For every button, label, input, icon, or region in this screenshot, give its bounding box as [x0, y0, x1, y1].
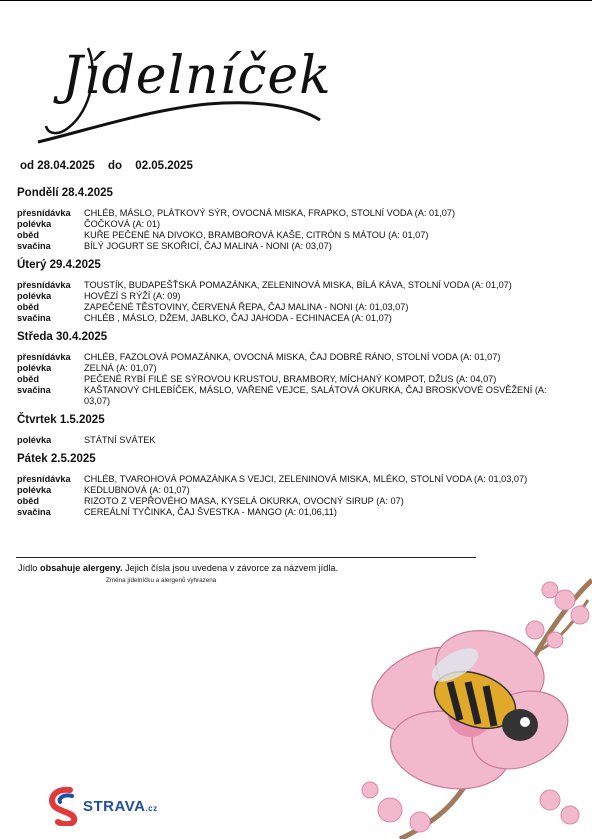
meal-dish: PEČENÉ RYBÍ FILÉ SE SÝROVOU KRUSTOU, BRAMBORY, MÍCHANÝ KOMPOT, DŽUS (A: 04,07)	[84, 374, 497, 384]
meal-dish: HOVĚZÍ S RÝŽÍ (A: 09)	[84, 291, 181, 301]
meal-label: oběd	[17, 302, 39, 312]
meal-row	[17, 230, 547, 241]
meal-row	[17, 435, 547, 446]
meal-row	[17, 219, 547, 230]
meal-row	[17, 474, 547, 485]
range-from: 28.04.2025	[37, 160, 95, 172]
meal-label: polévka	[17, 485, 52, 495]
meal-dish: CEREÁLNÍ TYČINKA, ČAJ ŠVESTKA - MANGO (A: 01,06,11)	[84, 507, 337, 517]
allergen-note-bold: obsahuje alergeny.	[39, 563, 123, 573]
logo-name: STRAVA	[83, 798, 146, 815]
day-title: Pátek 2.5.2025	[17, 453, 96, 465]
meal-label: přesnídávka	[17, 474, 71, 484]
strava-logo-icon	[46, 786, 80, 826]
day-title: Pondělí 28.4.2025	[17, 187, 113, 199]
menu	[17, 186, 547, 524]
strava-logo[interactable]	[46, 786, 156, 826]
day-wednesday	[17, 330, 547, 407]
meal-row	[17, 485, 547, 496]
change-note: Změna jídelníčku a alergenů vyhrazena	[106, 577, 217, 584]
allergen-note	[18, 563, 338, 573]
strava-logo-text	[83, 798, 158, 815]
meal-dish: KEDLUBNOVÁ (A: 01,07)	[84, 485, 190, 495]
meal-dish: CHLÉB, MÁSLO, PLÁTKOVÝ SÝR, OVOCNÁ MISKA, FRAPKO, STOLNÍ VODA (A: 01,07)	[84, 208, 456, 218]
day-monday	[17, 186, 547, 252]
meal-label: polévka	[17, 219, 52, 229]
flower-bee-icon	[360, 560, 592, 839]
meal-label: svačina	[17, 385, 51, 395]
range-to: 02.05.2025	[135, 160, 193, 172]
footer-divider	[16, 557, 476, 558]
meal-dish: CHLÉB, TVAROHOVÁ POMAZÁNKA S VEJCI, ZELENINOVÁ MISKA, MLÉKO, STOLNÍ VODA (A: 01,03,07)	[84, 474, 528, 484]
meal-label: přesnídávka	[17, 352, 71, 362]
meal-row	[17, 374, 547, 385]
meal-dish: CHLÉB , MÁSLO, DŽEM, JABLKO, ČAJ JAHODA - ECHINACEA (A: 01,07)	[84, 313, 392, 323]
meal-dish: BÍLÝ JOGURT SE SKOŘICÍ, ČAJ MALINA - NONI (A: 03,07)	[84, 241, 332, 251]
meal-label: svačina	[17, 507, 51, 517]
meal-dish: ZELNÁ (A: 01,07)	[84, 363, 157, 373]
day-thursday	[17, 413, 547, 446]
meal-dish: KAŠTANOVÝ CHLEBÍČEK, MÁSLO, VAŘENÉ VEJCE, SALÁTOVÁ OKURKA, ČAJ BROSKVOVÉ OSVĚŽENÍ (A: 03,07)	[84, 385, 547, 406]
meal-row	[17, 291, 547, 302]
meal-dish: ČOČKOVÁ (A: 01)	[84, 219, 161, 229]
meal-row	[17, 302, 547, 313]
meal-row	[17, 208, 547, 219]
meal-row	[17, 363, 547, 374]
meal-label: svačina	[17, 313, 51, 323]
range-from-label: od	[20, 160, 35, 172]
top-border	[0, 0, 592, 1]
meal-row	[17, 280, 547, 291]
allergen-note-post: Jejich čísla jsou uvedena v závorce za názvem jídla.	[122, 563, 339, 573]
meal-label: oběd	[17, 230, 39, 240]
meal-row	[17, 385, 547, 407]
allergen-note-pre: Jídlo	[18, 563, 40, 573]
logo-suffix: .cz	[145, 804, 158, 813]
meal-row	[17, 241, 547, 252]
range-to-label: do	[108, 160, 123, 172]
meal-dish: TOUSTÍK, BUDAPEŠŤSKÁ POMAZÁNKA, ZELENINOVÁ MISKA, BÍLÁ KÁVA, STOLNÍ VODA (A: 01,07)	[84, 280, 512, 290]
date-range	[20, 160, 193, 172]
meal-label: polévka	[17, 435, 52, 445]
meal-row	[17, 507, 547, 518]
meal-label: oběd	[17, 374, 39, 384]
meal-row	[17, 352, 547, 363]
meal-dish: ZAPEČENÉ TĚSTOVINY, ČERVENÁ ŘEPA, ČAJ MALINA - NONI (A: 01,03,07)	[84, 302, 409, 312]
meal-label: polévka	[17, 363, 52, 373]
meal-label: přesnídávka	[17, 208, 71, 218]
meal-label: polévka	[17, 291, 52, 301]
day-title: Čtvrtek 1.5.2025	[17, 414, 105, 426]
meal-dish: RIZOTO Z VEPŘOVÉHO MASA, KYSELÁ OKURKA, OVOCNÝ SIRUP (A: 07)	[84, 496, 404, 506]
day-tuesday	[17, 258, 547, 324]
page-title: Jídelníček	[62, 46, 332, 106]
meal-row	[17, 496, 547, 507]
day-friday	[17, 452, 547, 518]
day-title: Úterý 29.4.2025	[17, 259, 101, 271]
meal-row	[17, 313, 547, 324]
meal-dish: CHLÉB, FAZOLOVÁ POMAZÁNKA, OVOCNÁ MISKA, ČAJ DOBRÉ RÁNO, STOLNÍ VODA (A: 01,07)	[84, 352, 501, 362]
day-title: Středa 30.4.2025	[17, 331, 108, 343]
meal-label: svačina	[17, 241, 51, 251]
meal-label: oběd	[17, 496, 39, 506]
meal-label: přesnídávka	[17, 280, 71, 290]
title-block	[28, 30, 332, 150]
meal-dish: STÁTNÍ SVÁTEK	[84, 435, 156, 445]
meal-dish: KUŘE PEČENÉ NA DIVOKO, BRAMBOROVÁ KAŠE, CITRÓN S MÁTOU (A: 01,07)	[84, 230, 429, 240]
